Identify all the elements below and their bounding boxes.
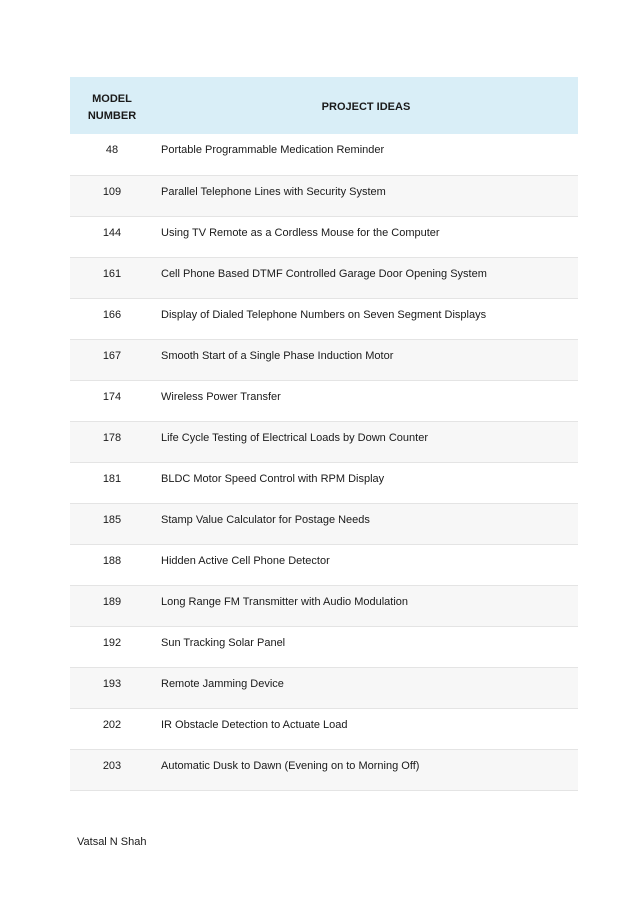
project-idea-cell: Sun Tracking Solar Panel: [161, 636, 286, 649]
table-row: [70, 216, 578, 257]
model-number-cell: 178: [102, 431, 122, 444]
project-idea-cell: Wireless Power Transfer: [161, 390, 281, 403]
model-number-cell: 167: [102, 349, 122, 362]
table-row: [70, 749, 578, 790]
project-idea-cell: Hidden Active Cell Phone Detector: [161, 554, 330, 567]
table-row: [70, 503, 578, 544]
project-idea-cell: Parallel Telephone Lines with Security System: [161, 185, 386, 198]
model-number-cell: 192: [102, 636, 122, 649]
table-row: [70, 134, 578, 175]
model-number-cell: 144: [102, 226, 122, 239]
table-row: [70, 626, 578, 667]
model-number-cell: 185: [102, 513, 122, 526]
table-row: [70, 421, 578, 462]
model-number-header: MODEL NUMBER: [87, 92, 137, 122]
project-idea-cell: Automatic Dusk to Dawn (Evening on to Morning Off): [161, 759, 420, 772]
project-ideas-header: PROJECT IDEAS: [321, 101, 411, 113]
table-row: [70, 462, 578, 503]
project-ideas-table: [70, 77, 578, 791]
project-idea-cell: Remote Jamming Device: [161, 677, 284, 690]
table-row: [70, 667, 578, 708]
project-idea-cell: BLDC Motor Speed Control with RPM Display: [161, 472, 385, 485]
footer-author: Vatsal N Shah: [77, 836, 147, 848]
project-idea-cell: Long Range FM Transmitter with Audio Modulation: [161, 595, 409, 608]
table-row: [70, 585, 578, 626]
project-idea-cell: Portable Programmable Medication Reminder: [161, 144, 385, 156]
table-row: [70, 298, 578, 339]
header-row: [70, 77, 578, 134]
model-number-cell: 161: [102, 267, 122, 280]
project-idea-cell: Using TV Remote as a Cordless Mouse for the Computer: [161, 226, 440, 239]
model-number-cell: 109: [102, 185, 122, 198]
model-number-cell: 203: [102, 759, 122, 772]
table-header: [70, 77, 578, 134]
model-number-cell: 202: [102, 718, 122, 731]
model-number-cell: 193: [102, 677, 122, 690]
table-row: [70, 544, 578, 585]
project-idea-cell: Cell Phone Based DTMF Controlled Garage Door Opening System: [161, 267, 487, 280]
model-number-cell: 48: [105, 144, 119, 156]
project-idea-cell: Stamp Value Calculator for Postage Needs: [161, 513, 370, 526]
table-row: [70, 380, 578, 421]
project-idea-cell: Life Cycle Testing of Electrical Loads by Down Counter: [161, 431, 428, 444]
table-row: [70, 257, 578, 298]
project-idea-cell: Smooth Start of a Single Phase Induction Motor: [161, 349, 394, 362]
table-row: [70, 708, 578, 749]
model-number-cell: 181: [102, 472, 122, 485]
model-number-cell: 166: [102, 308, 122, 321]
model-number-cell: 174: [102, 390, 122, 403]
model-number-cell: 189: [102, 595, 122, 608]
project-idea-cell: Display of Dialed Telephone Numbers on Seven Segment Displays: [161, 308, 487, 321]
project-idea-cell: IR Obstacle Detection to Actuate Load: [161, 718, 348, 731]
table-row: [70, 339, 578, 380]
model-number-cell: 188: [102, 554, 122, 567]
table-row: [70, 175, 578, 216]
table-body: [70, 134, 578, 790]
